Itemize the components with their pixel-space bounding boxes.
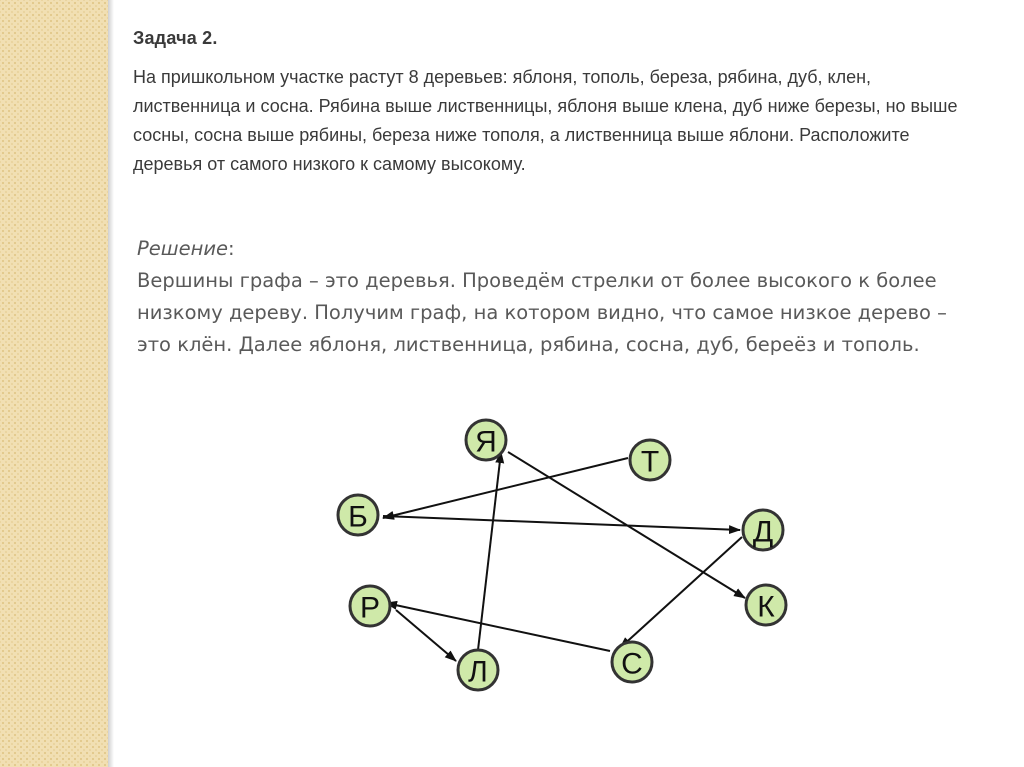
edge-r-l [396,610,456,661]
solution-heading: Решение [137,237,229,260]
node-t [630,440,670,480]
solution-text: Вершины графа – это деревья. Проведём стрелки от более высокого к более низкому дереву. Получим граф, на котором видно, что самое низкое дерево – это клён. Далее яблоня, лиственница, рябина, сосна, дуб, береёз и тополь. [137,269,947,356]
edge-b-d [383,516,740,530]
side-pattern [0,0,108,767]
edge-d-s [620,537,742,648]
node-k [746,585,786,625]
node-ya-label: Я [475,425,497,459]
edge-ya-k [508,452,745,598]
edge-l-ya [478,452,501,650]
side-shadow [108,0,114,767]
node-r-label: Р [359,591,381,625]
node-t-label: Т [640,445,660,479]
edge-s-r [386,603,610,651]
task-text: На пришкольном участке растут 8 деревьев: яблоня, тополь, береза, рябина, дуб, клен, лиственница и сосна. Рябина выше лиственницы, яблоня выше клена, дуб ниже березы, но выше сосны, сосна выше рябины, береза ниже тополя, а лиственница выше яблони. Расположите деревья от самого низкого к самому высокому. [133,67,958,174]
node-b [338,495,378,535]
solution-block [137,233,957,361]
node-s-label: С [621,647,643,681]
node-d-label: Д [752,515,774,549]
node-r [350,586,390,626]
node-s [612,642,652,682]
solution-colon: : [228,237,235,260]
task-block [133,28,993,179]
node-d [743,510,783,550]
node-k-label: К [757,590,775,624]
tree-graph [320,410,800,700]
task-title: Задача 2. [133,28,218,48]
node-b-label: Б [348,500,368,534]
node-l-label: Л [468,655,488,689]
edge-t-b [383,458,628,518]
node-ya [466,420,506,460]
node-l [458,650,498,690]
